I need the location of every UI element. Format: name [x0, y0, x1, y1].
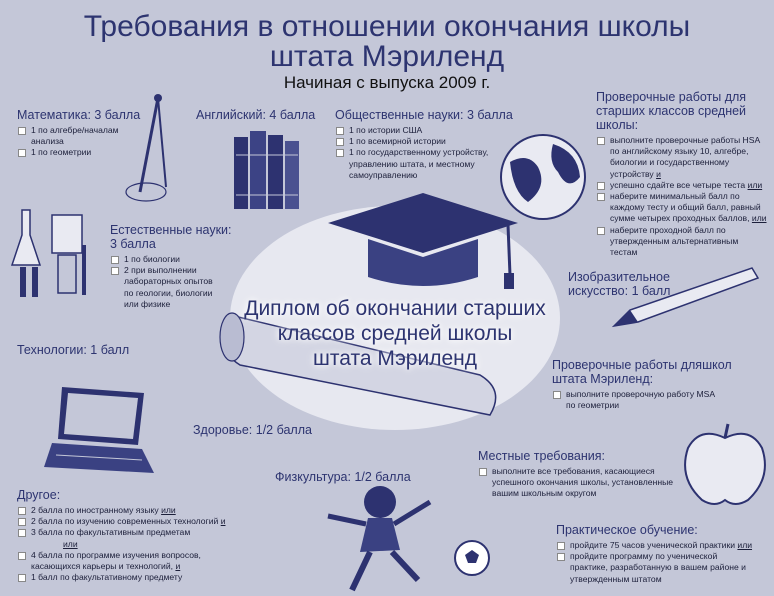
- list-item: 1 балл по факультативному предмету: [17, 572, 247, 583]
- list-item: 1 по биологии: [110, 254, 245, 265]
- social-heading: Общественные науки: 3 балла: [335, 108, 513, 122]
- pe-heading: Физкультура: 1/2 балла: [275, 470, 411, 484]
- laptop-icon: [42, 385, 157, 480]
- hsa-heading: Проверочные работы для старших классов средней школы:: [596, 90, 747, 132]
- science-section: [110, 223, 245, 310]
- list-item: 2 при выполнении лабораторных опытов по геологии, биологии или физике: [110, 265, 245, 310]
- list-item: пройдите 75 часов ученической практики или: [556, 540, 771, 551]
- list-item: 1 по всемирной истории: [335, 136, 525, 147]
- running-child-icon: [310, 480, 450, 595]
- list-item: 2 балла по иностранному языку или: [17, 505, 247, 516]
- list-item: 2 балла по изучению современных технологий и: [17, 516, 247, 527]
- list-item: наберите минимальный балл по каждому тесту и общий балл, равный сумме четырех проходных баллов, или: [596, 191, 771, 225]
- english-heading: Английский: 4 балла: [196, 108, 316, 122]
- other-heading: Другое:: [17, 488, 61, 502]
- list-item: выполните проверочные работы HSA по английскому языку 10, алгебре, биологии и государственному устройству и: [596, 135, 771, 180]
- list-item-or: или: [63, 538, 78, 549]
- diploma-text: [205, 296, 585, 371]
- list-item: пройдите программу по ученической практике, разработанную в вашем районе и утвержденным штатом: [556, 551, 771, 585]
- apple-icon: [680, 420, 770, 510]
- list-item: 1 по истории США: [335, 125, 525, 136]
- msa-heading: Проверочные работы дляшкол штата Мэриленд:: [552, 358, 732, 386]
- technology-heading: Технологии: 1 балл: [17, 343, 130, 357]
- list-item: наберите проходной балл по утвержденным альтернативным тестам: [596, 225, 771, 259]
- health-heading: Здоровье: 1/2 балла: [193, 423, 312, 437]
- arts-heading: Изобразительное искусство: 1 балл: [568, 270, 671, 298]
- list-item: успешно сдайте все четыре теста или: [596, 180, 771, 191]
- diploma-line1: Диплом об окончании старших: [244, 297, 546, 320]
- msa-section: [552, 358, 742, 411]
- page-title: Требования в отношении окончания школы: [83, 10, 691, 43]
- math-heading: Математика: 3 балла: [17, 108, 141, 122]
- math-section: [17, 108, 142, 159]
- soccer-ball-icon: [452, 538, 492, 578]
- practical-training-section: [556, 523, 771, 585]
- list-item: выполните все требования, касающиеся успешного окончания школы, установленные вашим школьным округом: [478, 466, 688, 500]
- graduation-cap-icon: [318, 185, 528, 295]
- list-item: 1 по геометрии: [17, 147, 142, 158]
- diploma-line2: классов средней школы: [277, 322, 513, 345]
- list-item: 4 балла по программе изучения вопросов, касающихся карьеры и технологий, и: [17, 550, 247, 572]
- local-requirements-section: [478, 449, 688, 500]
- science-heading: Естественные науки: 3 балла: [110, 223, 232, 251]
- diploma-line3: штата Мэриленд: [313, 347, 477, 370]
- list-item: 3 балла по факультативным предметам: [17, 527, 247, 538]
- lab-equipment-icon: [10, 205, 105, 300]
- page-subtitle: Начиная с выпуска 2009 г.: [283, 73, 491, 92]
- social-studies-section: [335, 108, 525, 181]
- list-item: 1 по государственному устройству, управлению штата, и местному самоуправлению: [335, 147, 525, 181]
- page-title-line2: штата Мэриленд: [269, 40, 505, 73]
- local-heading: Местные требования:: [478, 449, 605, 463]
- hsa-tests-section: [596, 90, 771, 258]
- practice-heading: Практическое обучение:: [556, 523, 698, 537]
- list-item: 1 по алгебре/началам анализа: [17, 125, 142, 147]
- list-item: выполните проверочную работу MSA по геометрии: [552, 389, 742, 411]
- books-icon: [232, 125, 302, 215]
- other-section: [17, 488, 247, 583]
